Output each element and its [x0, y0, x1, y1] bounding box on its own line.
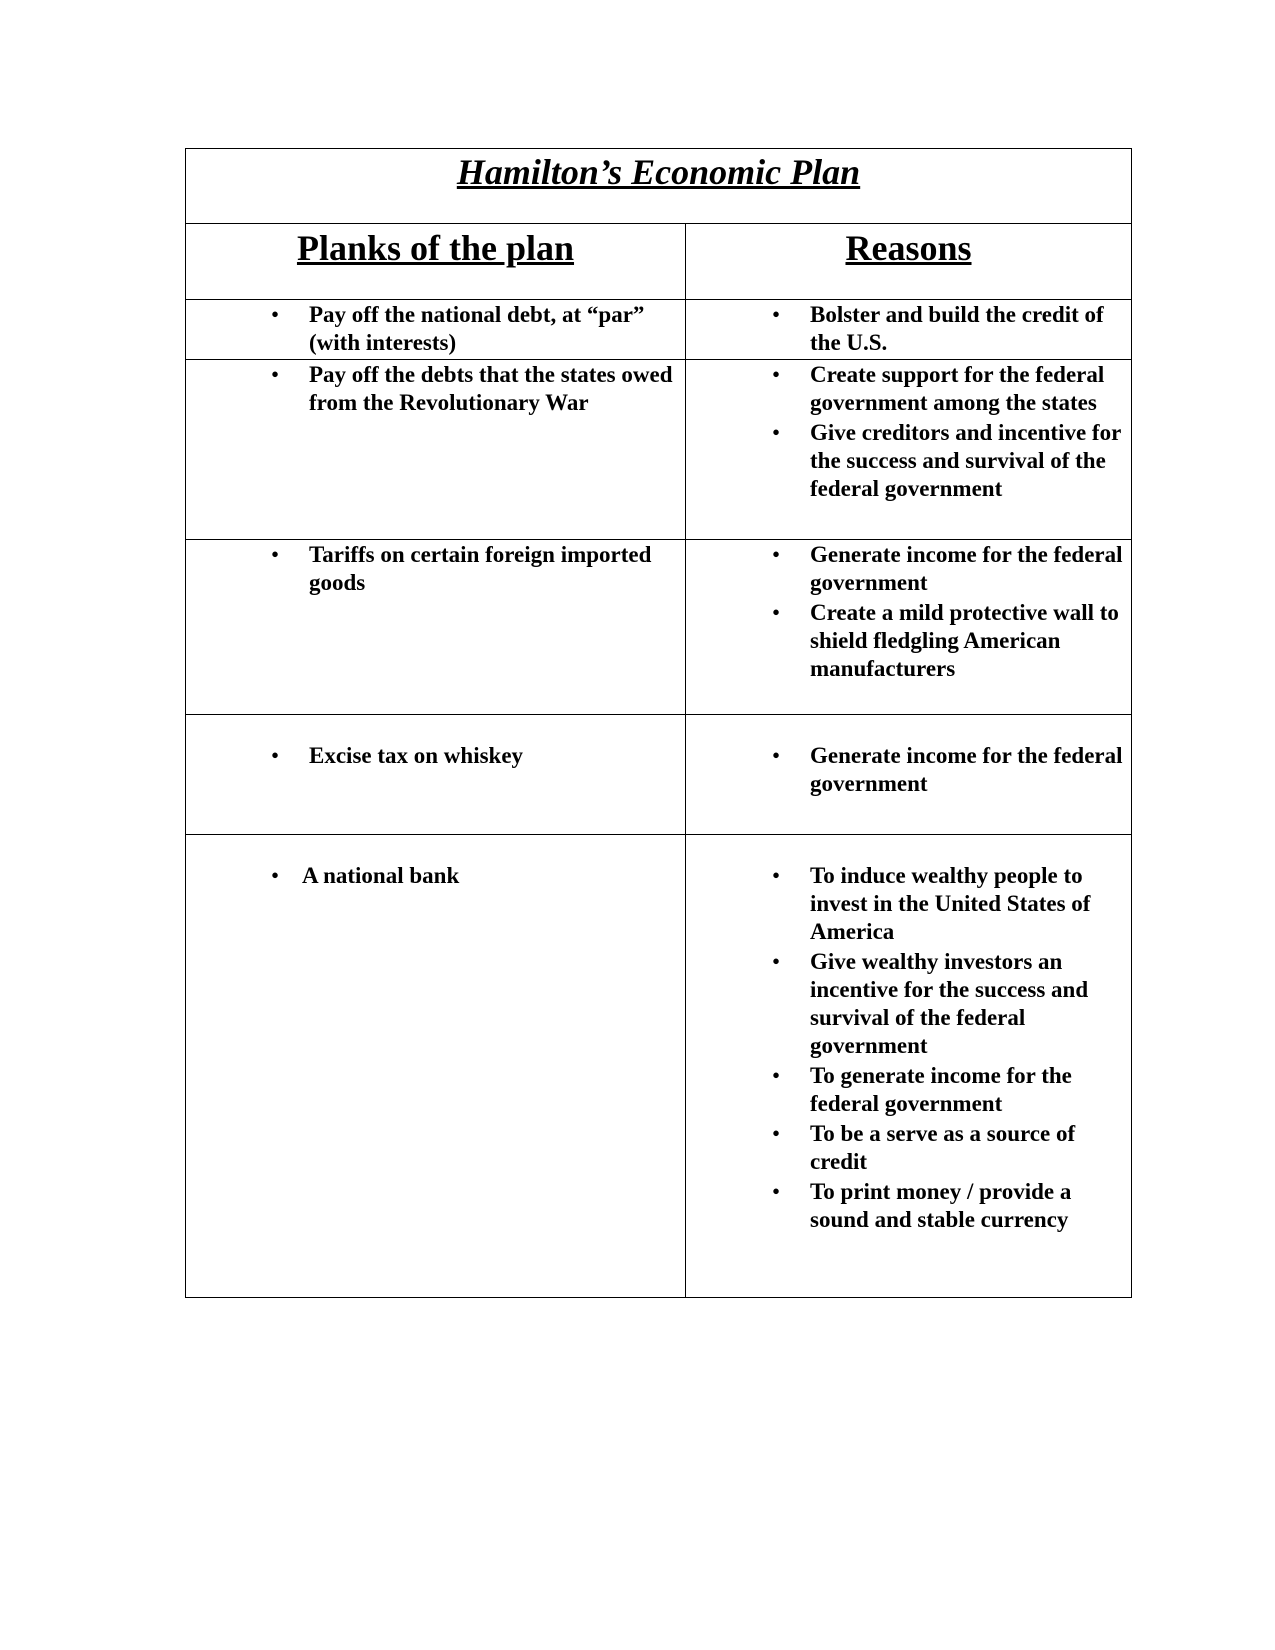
reasons-list — [686, 300, 1131, 357]
reasons-cell — [686, 835, 1132, 1298]
reasons-list — [686, 835, 1131, 1234]
reasons-cell — [686, 715, 1132, 835]
plank-item: • Pay off the debts that the states owed from the Revolutionary War — [309, 361, 677, 417]
reason-item: • To generate income for the federal government — [810, 1062, 1125, 1118]
reason-item: • Generate income for the federal government — [810, 541, 1125, 597]
reason-item: • Create a mild protective wall to shield fledgling American manufacturers — [810, 599, 1125, 683]
plank-list — [186, 715, 685, 770]
reasons-list — [686, 360, 1131, 503]
reasons-cell — [686, 360, 1132, 540]
plank-item: • A national bank — [302, 862, 677, 890]
reason-item: • Give wealthy investors an incentive for the success and survival of the federal government — [810, 948, 1125, 1060]
reason-item: • To print money / provide a sound and stable currency — [810, 1178, 1125, 1234]
plank-item: • Excise tax on whiskey — [309, 742, 677, 770]
reasons-column-header: Reasons — [845, 228, 972, 268]
table-row — [186, 300, 1132, 360]
plank-list — [186, 300, 685, 357]
planks-header-cell — [186, 224, 686, 300]
plank-cell — [186, 715, 686, 835]
table-title: Hamilton’s Economic Plan — [456, 152, 861, 192]
table-row — [186, 360, 1132, 540]
table-row — [186, 835, 1132, 1298]
reason-item: • Give creditors and incentive for the success and survival of the federal government — [810, 419, 1125, 503]
plank-item: • Tariffs on certain foreign imported goods — [309, 541, 677, 597]
reason-item: • Bolster and build the credit of the U.S. — [810, 301, 1125, 357]
plank-cell — [186, 540, 686, 715]
reasons-cell — [686, 540, 1132, 715]
reasons-list — [686, 715, 1131, 798]
reason-item: • To induce wealthy people to invest in the United States of America — [810, 862, 1125, 946]
title-cell — [186, 149, 1132, 224]
table-row — [186, 715, 1132, 835]
reasons-header-cell — [686, 224, 1132, 300]
plank-cell — [186, 300, 686, 360]
reason-item: • To be a serve as a source of credit — [810, 1120, 1125, 1176]
plank-list — [186, 835, 685, 890]
plank-item: • Pay off the national debt, at “par” (with interests) — [309, 301, 677, 357]
economic-plan-table — [185, 148, 1132, 1298]
plank-list — [186, 540, 685, 597]
plank-cell — [186, 835, 686, 1298]
reason-item: • Create support for the federal government among the states — [810, 361, 1125, 417]
reasons-list — [686, 540, 1131, 683]
table-row — [186, 540, 1132, 715]
reason-item: • Generate income for the federal government — [810, 742, 1125, 798]
plank-cell — [186, 360, 686, 540]
planks-column-header: Planks of the plan — [296, 228, 575, 268]
reasons-cell — [686, 300, 1132, 360]
plank-list — [186, 360, 685, 417]
